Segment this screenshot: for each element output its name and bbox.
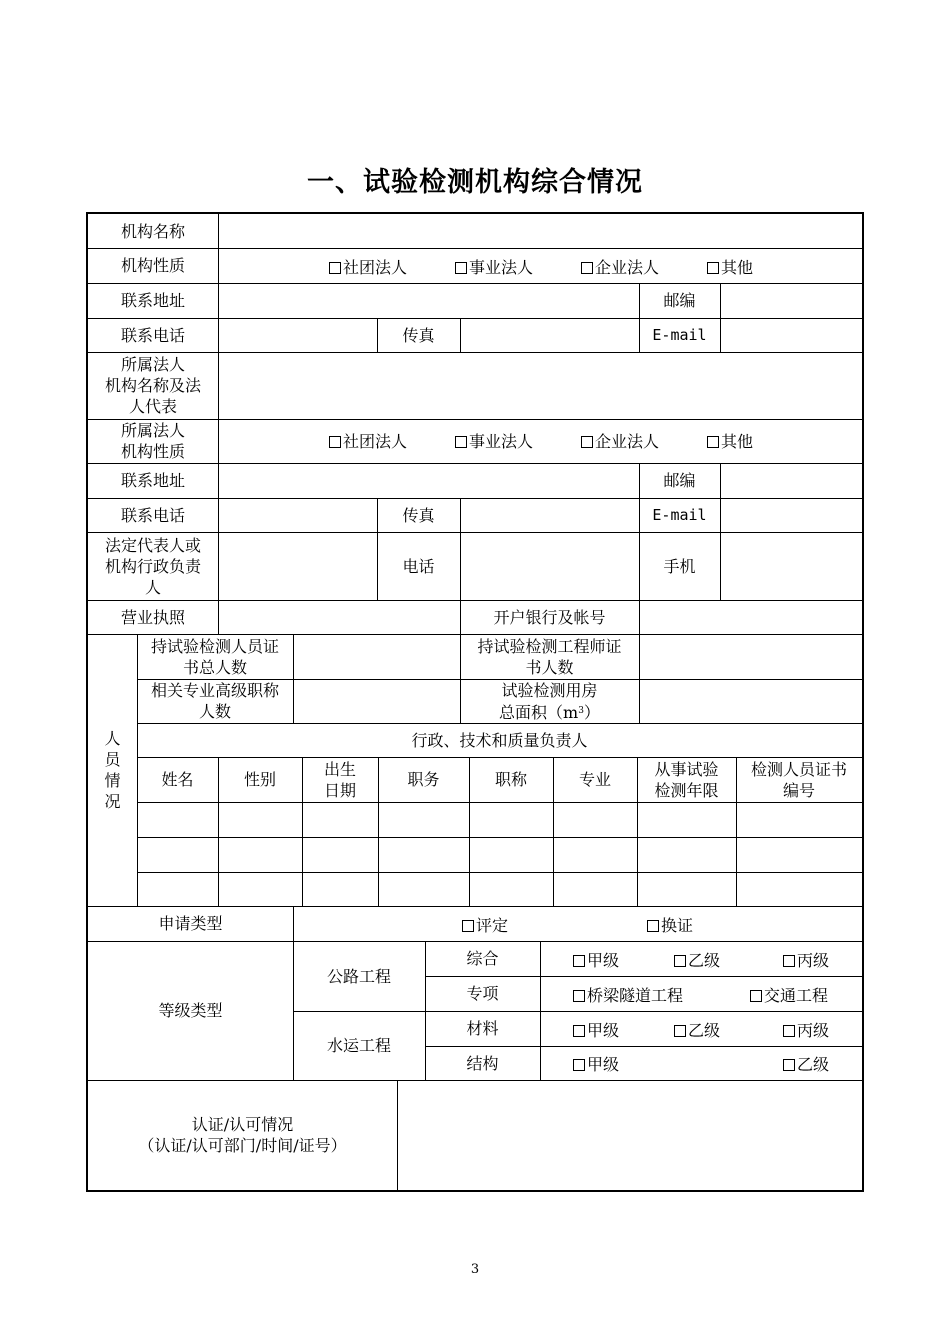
special-checkbox-traffic[interactable] xyxy=(750,985,828,1006)
col-position-header xyxy=(378,757,469,802)
parent-email-field[interactable] xyxy=(721,498,862,532)
waterway-label: 水运工程 xyxy=(326,1036,391,1055)
comprehensive-label: 综合 xyxy=(466,949,499,968)
tel-label: 电话 xyxy=(402,556,435,576)
option-label: 评定 xyxy=(476,916,509,935)
label-line xyxy=(499,701,600,723)
label-line: 人数 xyxy=(198,702,231,721)
grade-type-label: 等级类型 xyxy=(158,1001,223,1020)
label-line: 机构性质 xyxy=(120,442,185,461)
option-label: 丙级 xyxy=(797,1021,830,1040)
mobile-field[interactable] xyxy=(721,532,862,600)
col-name-header xyxy=(137,757,218,802)
label-line: 人 xyxy=(144,577,161,597)
material-label: 材料 xyxy=(466,1019,499,1038)
label-line: 况 xyxy=(104,792,121,811)
option-label: 企业法人 xyxy=(595,258,660,277)
label-text: 总面积（m xyxy=(499,702,579,722)
org-nature-checkbox-enterprise[interactable] xyxy=(581,257,659,278)
fax-label: 传真 xyxy=(402,325,435,345)
parent-org-name-label xyxy=(88,352,218,419)
comprehensive-checkbox-b[interactable] xyxy=(674,950,720,971)
cert-total-label xyxy=(137,634,293,679)
parent-postcode-field[interactable] xyxy=(721,463,862,498)
label-line: 日期 xyxy=(323,780,356,800)
label-line: 机构行政负责 xyxy=(104,556,201,576)
org-nature-checkbox-other[interactable] xyxy=(707,257,753,278)
label-line: 所属法人 xyxy=(120,421,185,440)
label-line: 书总人数 xyxy=(182,657,247,677)
material-checkbox-c[interactable] xyxy=(783,1020,829,1041)
parent-nature-checkbox-other[interactable] xyxy=(707,431,753,452)
structure-label: 结构 xyxy=(466,1053,499,1073)
label-line: 人 xyxy=(104,729,121,748)
parent-nature-checkbox-public[interactable] xyxy=(455,431,533,452)
email-field[interactable] xyxy=(721,318,862,352)
label-line: 持试验检测人员证 xyxy=(150,636,279,656)
engineer-cert-label xyxy=(460,634,639,679)
room-area-label xyxy=(460,679,639,723)
checkbox-icon xyxy=(707,262,719,274)
checkbox-icon xyxy=(573,1025,585,1037)
org-nature-checkbox-social[interactable] xyxy=(329,257,407,278)
label-line: 检测人员证书 xyxy=(750,759,847,779)
postcode-label: 邮编 xyxy=(663,291,696,310)
address-label: 联系地址 xyxy=(120,291,185,310)
unit-superscript: 3 xyxy=(578,705,584,716)
parent-email-label: E-mail xyxy=(652,505,707,524)
checkbox-icon xyxy=(573,990,585,1002)
label-line: 试验检测用房 xyxy=(501,680,598,700)
material-checkbox-a[interactable] xyxy=(573,1020,619,1041)
mobile-label: 手机 xyxy=(663,556,696,576)
staff-row[interactable] xyxy=(138,803,862,837)
phone-label: 联系电话 xyxy=(120,325,185,345)
label-line: 从事试验 xyxy=(654,759,719,779)
label-line: 人代表 xyxy=(128,397,177,416)
label-line: （认证/认可部门/时间/证号） xyxy=(138,1136,347,1155)
label-line: 职务 xyxy=(407,770,440,789)
highway-label: 公路工程 xyxy=(326,966,391,986)
room-area-field[interactable] xyxy=(640,679,862,723)
label-line: 姓名 xyxy=(161,770,194,789)
personnel-section-label xyxy=(88,634,137,906)
option-label: 丙级 xyxy=(797,951,830,970)
parent-nature-checkbox-enterprise[interactable] xyxy=(581,431,659,452)
checkbox-icon xyxy=(581,262,593,274)
col-cert-no-header xyxy=(736,757,862,802)
email-label: E-mail xyxy=(652,325,707,344)
option-label: 乙级 xyxy=(797,1055,830,1074)
option-label: 甲级 xyxy=(587,951,620,970)
parent-fax-label: 传真 xyxy=(402,505,435,525)
option-label: 事业法人 xyxy=(469,432,534,451)
parent-fax-field[interactable] xyxy=(461,498,639,532)
checkbox-icon xyxy=(783,1059,795,1071)
org-info-form xyxy=(86,212,864,1192)
apply-checkbox-renew[interactable] xyxy=(647,915,693,936)
checkbox-icon xyxy=(783,1025,795,1037)
option-label: 社团法人 xyxy=(343,258,408,277)
col-birthdate-header xyxy=(302,757,378,802)
label-line: 认证/认可情况 xyxy=(191,1115,294,1134)
special-checkbox-bridge-tunnel[interactable] xyxy=(573,985,683,1006)
label-line: 专业 xyxy=(578,770,611,789)
tel-field[interactable] xyxy=(461,532,639,600)
org-name-label: 机构名称 xyxy=(120,221,185,241)
checkbox-icon xyxy=(455,436,467,448)
label-line: 员 xyxy=(104,750,121,769)
parent-postcode-label: 邮编 xyxy=(663,471,696,490)
checkbox-icon xyxy=(750,990,762,1002)
checkbox-icon xyxy=(783,955,795,967)
bank-label: 开户银行及帐号 xyxy=(493,607,606,627)
parent-org-name-field[interactable] xyxy=(219,352,862,419)
col-major-header xyxy=(553,757,637,802)
apply-type-label: 申请类型 xyxy=(158,914,223,933)
checkbox-icon xyxy=(581,436,593,448)
special-label: 专项 xyxy=(466,984,499,1003)
parent-phone-field[interactable] xyxy=(219,498,377,532)
engineer-cert-field[interactable] xyxy=(640,634,862,679)
comprehensive-checkbox-a[interactable] xyxy=(573,950,619,971)
parent-phone-label: 联系电话 xyxy=(120,505,185,525)
label-text: ） xyxy=(583,702,600,722)
label-line: 编号 xyxy=(782,780,815,800)
option-label: 乙级 xyxy=(688,951,721,970)
label-line: 职称 xyxy=(494,770,527,789)
senior-title-label xyxy=(137,679,293,723)
legal-rep-label xyxy=(88,532,218,600)
label-line: 书人数 xyxy=(525,657,574,677)
option-label: 乙级 xyxy=(688,1021,721,1040)
option-label: 其他 xyxy=(721,432,754,451)
legal-rep-field[interactable] xyxy=(219,532,377,600)
option-label: 其他 xyxy=(721,258,754,277)
org-name-field[interactable] xyxy=(219,214,862,248)
org-nature-checkbox-public[interactable] xyxy=(455,257,533,278)
parent-nature-checkbox-social[interactable] xyxy=(329,431,407,452)
fax-field[interactable] xyxy=(461,318,639,352)
structure-checkbox-b[interactable] xyxy=(783,1054,829,1075)
label-line: 检测年限 xyxy=(654,780,719,800)
staff-row[interactable] xyxy=(138,838,862,872)
apply-checkbox-evaluate[interactable] xyxy=(462,915,508,936)
checkbox-icon xyxy=(573,1059,585,1071)
checkbox-icon xyxy=(707,436,719,448)
option-label: 换证 xyxy=(661,916,694,935)
checkbox-icon xyxy=(455,262,467,274)
option-label: 事业法人 xyxy=(469,258,534,277)
page-title: 一、试验检测机构综合情况 xyxy=(307,167,643,198)
page-number: 3 xyxy=(470,1262,480,1277)
checkbox-icon xyxy=(647,920,659,932)
col-title-header xyxy=(469,757,553,802)
label-line: 法定代表人或 xyxy=(104,535,201,555)
checkbox-icon xyxy=(329,436,341,448)
option-label: 甲级 xyxy=(587,1055,620,1074)
label-line: 出生 xyxy=(323,759,356,779)
material-checkbox-b[interactable] xyxy=(674,1020,720,1041)
option-label: 甲级 xyxy=(587,1021,620,1040)
checkbox-icon xyxy=(674,955,686,967)
checkbox-icon xyxy=(462,920,474,932)
option-label: 社团法人 xyxy=(343,432,408,451)
structure-checkbox-a[interactable] xyxy=(573,1054,619,1075)
address-field[interactable] xyxy=(219,283,639,318)
label-line: 性别 xyxy=(243,770,276,789)
phone-field[interactable] xyxy=(219,318,377,352)
label-line: 相关专业高级职称 xyxy=(150,681,279,700)
checkbox-icon xyxy=(329,262,341,274)
senior-title-field[interactable] xyxy=(294,679,460,723)
checkbox-icon xyxy=(573,955,585,967)
option-label: 桥梁隧道工程 xyxy=(587,986,684,1005)
parent-org-nature-label xyxy=(88,419,218,463)
parent-address-field[interactable] xyxy=(219,463,639,498)
cert-total-field[interactable] xyxy=(294,634,460,679)
label-line: 持试验检测工程师证 xyxy=(477,636,622,656)
postcode-field[interactable] xyxy=(721,283,862,318)
comprehensive-checkbox-c[interactable] xyxy=(783,950,829,971)
col-years-header xyxy=(637,757,736,802)
org-nature-label: 机构性质 xyxy=(120,256,185,275)
label-line: 所属法人 xyxy=(120,355,185,374)
leaders-heading: 行政、技术和质量负责人 xyxy=(411,730,588,750)
label-line: 机构名称及法 xyxy=(104,376,201,395)
staff-row[interactable] xyxy=(138,873,862,906)
option-label: 企业法人 xyxy=(595,432,660,451)
col-gender-header xyxy=(218,757,302,802)
certification-field[interactable] xyxy=(398,1080,862,1190)
certification-label xyxy=(88,1080,397,1190)
option-label: 交通工程 xyxy=(764,986,829,1005)
license-label: 营业执照 xyxy=(120,607,185,627)
parent-address-label: 联系地址 xyxy=(120,471,185,490)
checkbox-icon xyxy=(674,1025,686,1037)
license-field[interactable] xyxy=(219,600,460,634)
bank-field[interactable] xyxy=(640,600,862,634)
label-line: 情 xyxy=(104,771,121,790)
